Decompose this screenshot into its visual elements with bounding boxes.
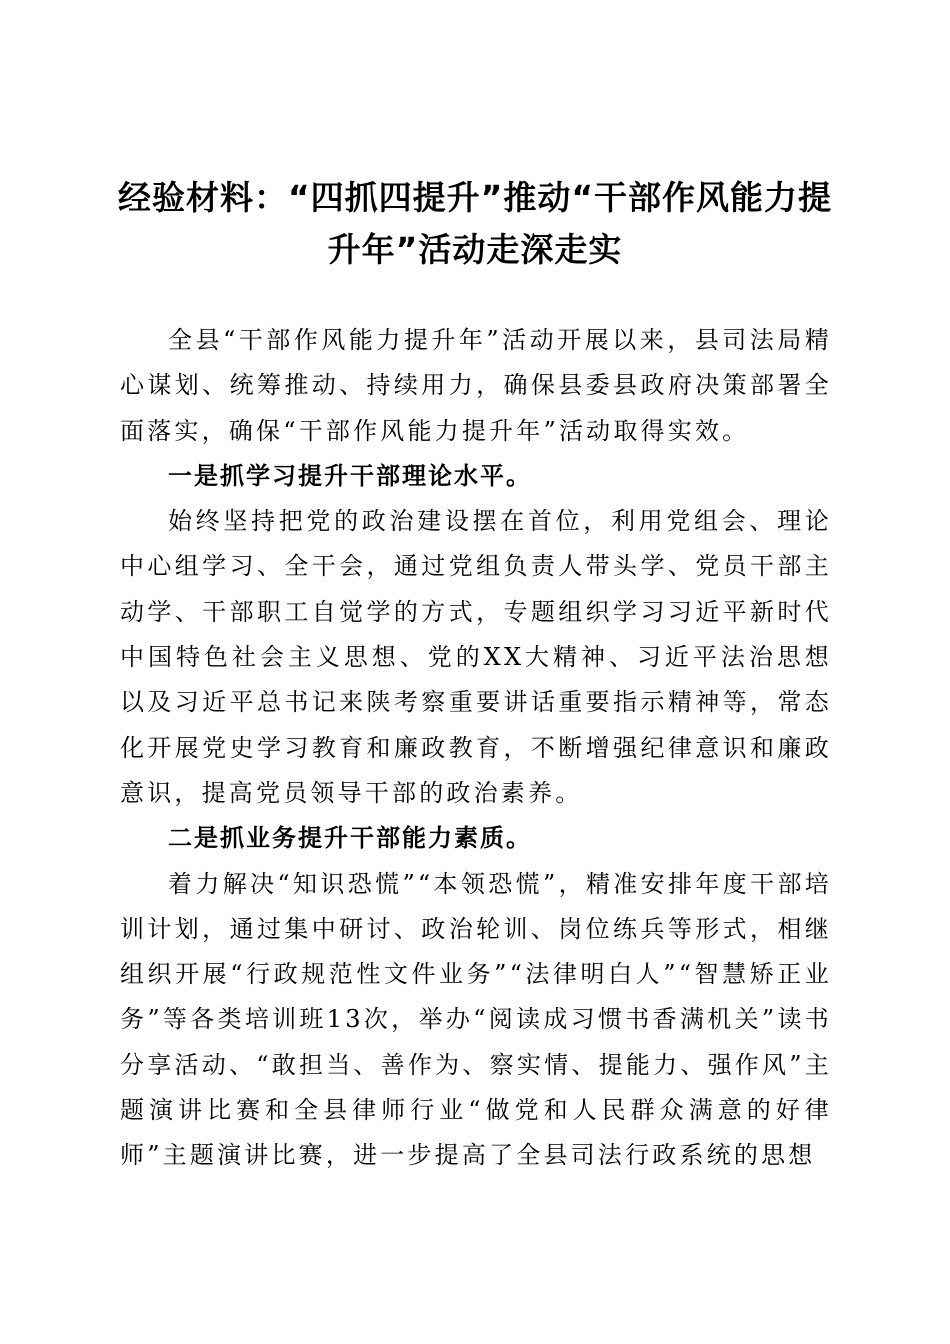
section-heading-2: 二是抓业务提升干部能力素质。 [168,824,532,853]
document-title: 经验材料：“四抓四提升”推动“干部作风能力提升年”活动走深走实 [117,178,833,269]
document-body [120,318,832,1179]
section-heading-1: 一是抓学习提升干部理论水平。 [168,461,532,490]
section-paragraph-2: 着力解决“知识恐慌”“本领恐慌”，精准安排年度干部培训计划，通过集中研讨、政治轮训、岗位练兵等形式，相继组织开展“行政规范性文件业务”“法律明白人”“智慧矫正业务”等各类培训班13次，举办“阅读成习惯书香满机关”读书分享活动、“敢担当、善作为、察实情、提能力、强作风”主题演讲比赛和全县律师行业“做党和人民群众满意的好律师”主题演讲比赛，进一步提高了全县司法行政系统的思想 [120,869,832,1170]
intro-paragraph: 全县“干部作风能力提升年”活动开展以来，县司法局精心谋划、统筹推动、持续用力，确保县委县政府决策部署全面落实，确保“干部作风能力提升年”活动取得实效。 [120,326,832,445]
section-paragraph-1: 始终坚持把党的政治建设摆在首位，利用党组会、理论中心组学习、全干会，通过党组负责人带头学、党员干部主动学、干部职工自觉学的方式，专题组织学习习近平新时代中国特色社会主义思想、党的XX大精神、习近平法治思想以及习近平总书记来陕考察重要讲话重要指示精神等，常态化开展党史学习教育和廉政教育，不断增强纪律意识和廉政意识，提高党员领导干部的政治素养。 [120,507,832,807]
